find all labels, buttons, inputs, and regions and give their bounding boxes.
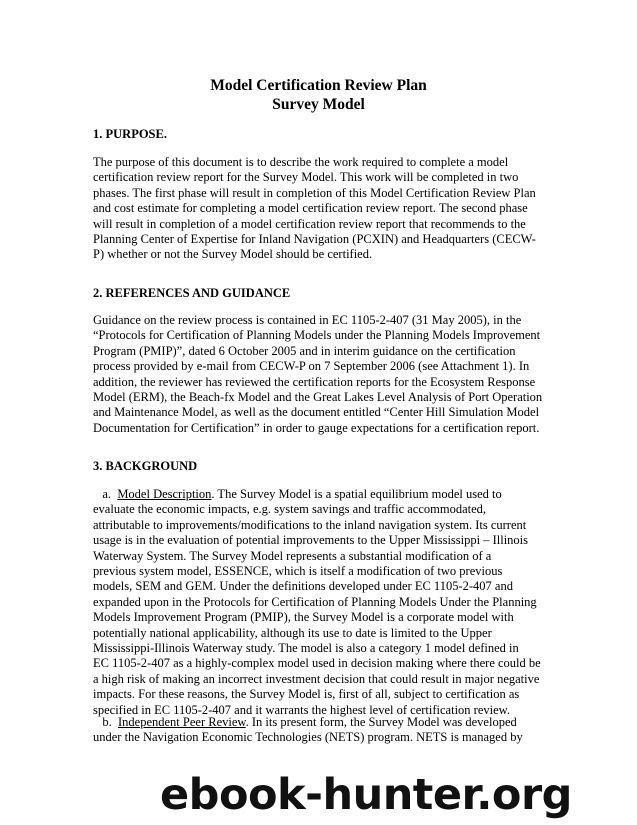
text-line: specified in EC 1105-2-407 and it warrants the highest level of certification review. <box>93 702 510 717</box>
text-line: Documentation for Certification” in order to gauge expectations for a certification report. <box>93 420 540 435</box>
watermark-text: ebook-hunter.org <box>160 770 572 820</box>
section-heading-references: 2. REFERENCES AND GUIDANCE <box>93 286 291 300</box>
text-line: Models Improvement Program (PMIP), the Survey Model is a corporate model with <box>93 610 514 625</box>
text-line: process provided by e-mail from CECW-P on 7 September 2006 (see Attachment 1). In <box>93 359 530 374</box>
text-line: previous system model, ESSENCE, which is itself a modification of two previous <box>93 564 503 579</box>
sub-item-prefix: b. <box>93 715 118 729</box>
text-line: will result in completion of a model certification review report that recommends to the <box>93 216 526 231</box>
peer-review-paragraph <box>93 715 553 746</box>
text-line <box>93 715 553 730</box>
model-description-paragraph <box>93 487 553 718</box>
text-line: EC 1105-2-407 as a highly-complex model used in decision making where there could be <box>93 656 541 671</box>
text-line: “Protocols for Certification of Planning Models under the Planning Models Improvement <box>93 328 541 343</box>
text-line: Planning Center of Expertise for Inland Navigation (PCXIN) and Headquarters (CECW- <box>93 232 536 247</box>
text-line: Model (ERM), the Beach-fx Model and the Great Lakes Level Analysis of Port Operation <box>93 390 543 405</box>
section-heading-purpose: 1. PURPOSE. <box>93 127 167 141</box>
text-line: impacts. For these reasons, the Survey Model is, first of all, subject to certification as <box>93 687 520 702</box>
text-line: certification review report for the Survey Model. This work will be completed in two <box>93 170 519 185</box>
document-subtitle: Survey Model <box>272 96 365 113</box>
text-line: and cost estimate for completing a model certification review report. The second phase <box>93 201 528 216</box>
text-line: attributable to improvements/modifications to the inland navigation system. Its current <box>93 517 527 532</box>
text-line: under the Navigation Economic Technologies (NETS) program. NETS is managed by <box>93 730 523 745</box>
section-heading-background: 3. BACKGROUND <box>93 459 198 473</box>
model-description-title: Model Description <box>117 487 212 501</box>
text-line: Guidance on the review process is contained in EC 1105-2-407 (31 May 2005), in the <box>93 313 522 327</box>
references-paragraph <box>93 313 553 436</box>
text-line: Program (PMIP)”, dated 6 October 2005 and in interim guidance on the certification <box>93 343 516 358</box>
text-line: potentially national applicability, although its use to date is limited to the Upper <box>93 625 492 640</box>
sub-item-prefix: a. <box>93 487 118 501</box>
text-line: usage is in the evaluation of potential improvements to the Upper Mississippi – Illinois <box>93 533 529 548</box>
text-line: models, SEM and GEM. Under the definitions developed under EC 1105-2-407 and <box>93 579 513 594</box>
text-fragment: . In its present form, the Survey Model was developed <box>245 715 517 729</box>
text-line: phases. The first phase will result in completion of this Model Certification Review Plan <box>93 185 536 200</box>
text-line: evaluate the economic impacts, e.g. system savings and traffic accommodated, <box>93 502 487 517</box>
text-fragment: . The Survey Model is a spatial equilibrium model used to <box>211 487 502 501</box>
text-line: and Maintenance Model, as well as the document entitled “Center Hill Simulation Model <box>93 405 540 420</box>
purpose-paragraph <box>93 155 553 263</box>
text-line: P) whether or not the Survey Model should be certified. <box>93 247 373 262</box>
text-line: The purpose of this document is to describe the work required to complete a model <box>93 155 509 169</box>
text-line: a high risk of making an incorrect investment decision that could result in major negative <box>93 671 540 686</box>
text-line: Mississippi-Illinois Waterway study. The model is also a category 1 model defined in <box>93 641 519 656</box>
text-line: Waterway System. The Survey Model represents a substantial modification of a <box>93 548 492 563</box>
document-title: Model Certification Review Plan <box>210 77 427 94</box>
text-line <box>93 487 553 502</box>
text-line: expanded upon in the Protocols for Certification of Planning Models Under the Planning <box>93 594 537 609</box>
text-line: addition, the reviewer has reviewed the certification reports for the Ecosystem Response <box>93 374 536 389</box>
peer-review-title: Independent Peer Review <box>118 715 246 729</box>
